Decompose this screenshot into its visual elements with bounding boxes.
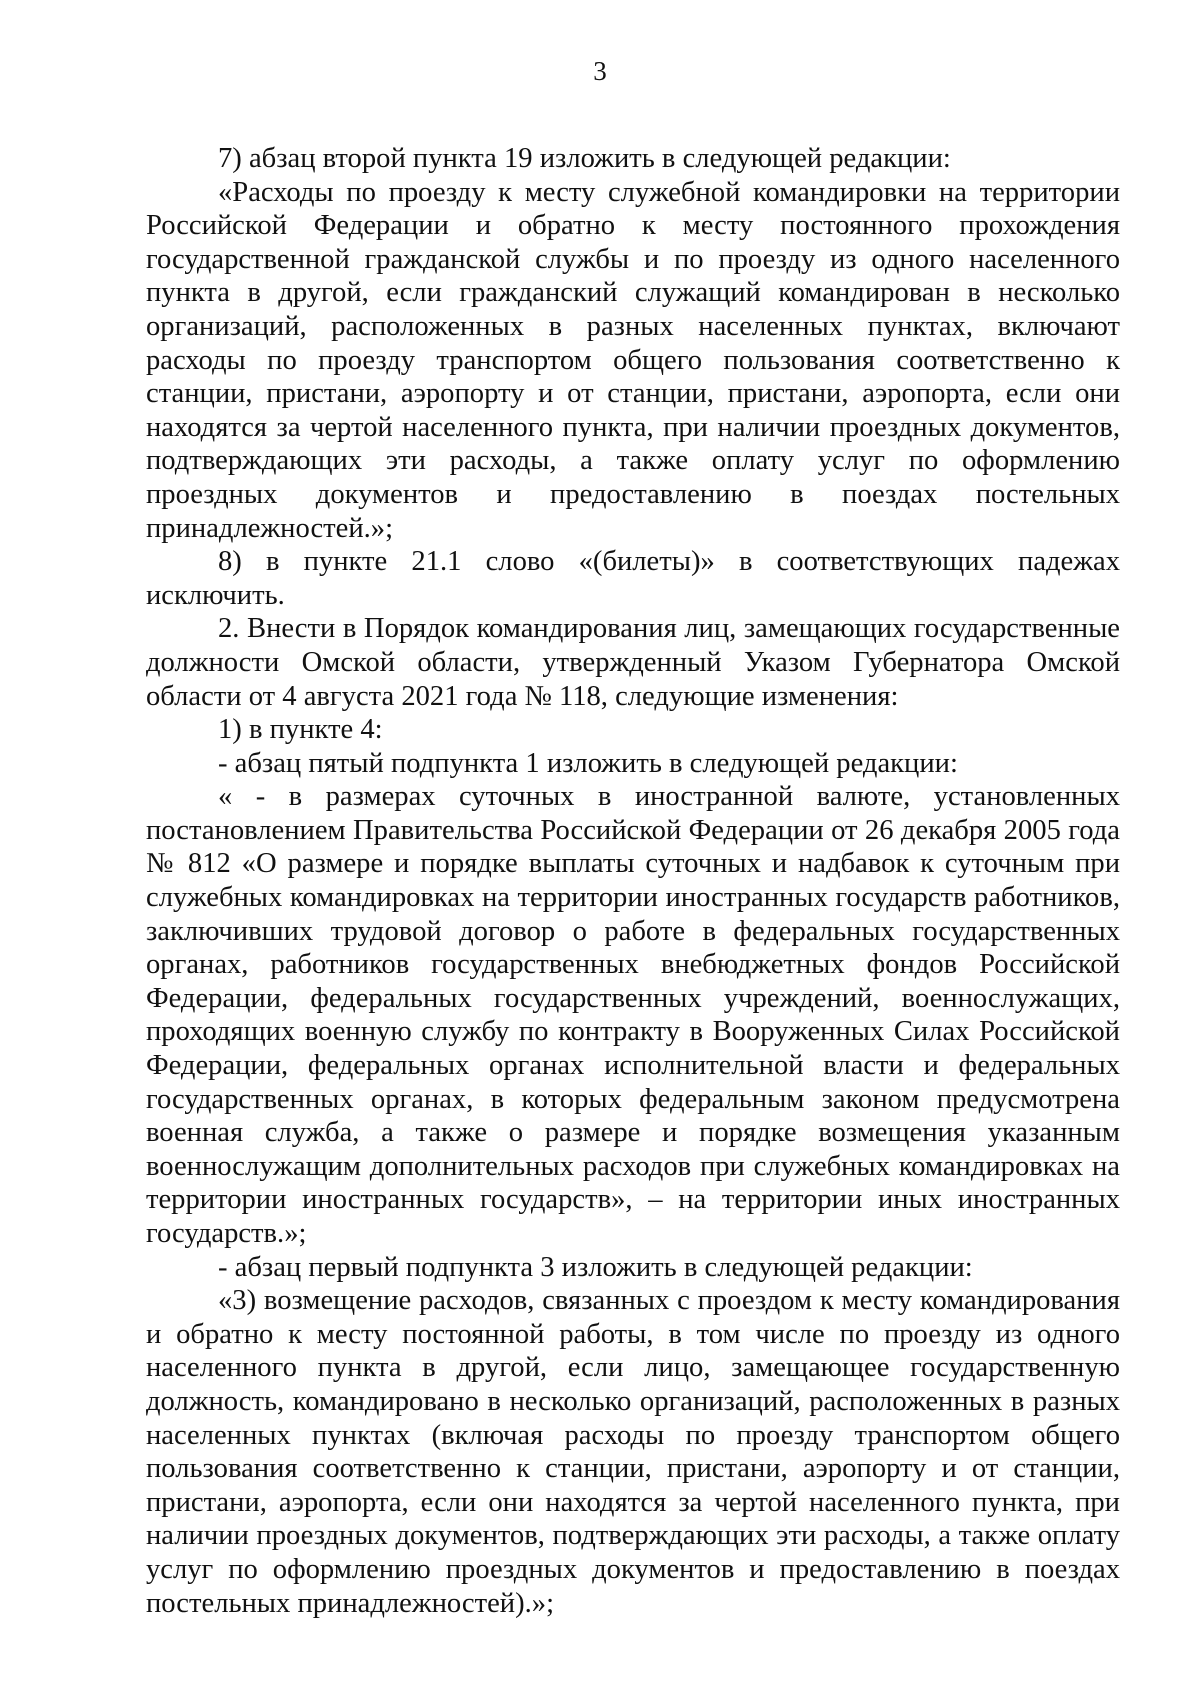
quoted-paragraph-travel-expenses: «Расходы по проезду к месту служебной командировки на территории Российской Федерации и обратно к месту постоянного прохождения государственной гражданской службы и по проезду из одного населенного пункта в другой, если гражданский служащий командирован в несколько организаций, расположенных в разных населенных пунктах, включают расходы по проезду транспортом общего пользования соответственно к станции, пристани, аэропорту и от станции, пристани, аэропорта, если они находятся за чертой населенного пункта, при наличии проездных документов, подтверждающих эти расходы, а также оплату услуг по оформлению проездных документов и предоставлению в поездах постельных принадлежностей.»; — [146, 176, 1120, 544]
paragraph-item-8: 8) в пункте 21.1 слово «(билеты)» в соответствующих падежах исключить. — [146, 546, 1120, 611]
document-body — [146, 142, 1120, 1620]
paragraph-abzac-first: - абзац первый подпункта 3 изложить в следующей редакции: — [218, 1251, 973, 1283]
paragraph-abzac-fifth: - абзац пятый подпункта 1 изложить в следующей редакции: — [218, 747, 958, 779]
quoted-paragraph-reimbursement: «3) возмещение расходов, связанных с проездом к месту командирования и обратно к месту постоянной работы, в том числе по проезду из одного населенного пункта в другой, если лицо, замещающее государственную должность, командировано в несколько организаций, расположенных в разных населенных пунктах (включая расходы по проезду транспортом общего пользования соответственно к станции, пристани, аэропорту и от станции, пристани, аэропорта, если они находятся за чертой населенного пункта, при наличии проездных документов, подтверждающих эти расходы, а также оплату услуг по оформлению проездных документов и предоставлению в поездах постельных принадлежностей).»; — [146, 1285, 1120, 1619]
paragraph-item-7: 7) абзац второй пункта 19 изложить в следующей редакции: — [218, 143, 951, 174]
paragraph-section-2: 2. Внести в Порядок командирования лиц, замещающих государственные должности Омской области, утвержденный Указом Губернатора Омской области от 4 августа 2021 года № 118, следующие изменения: — [146, 613, 1120, 712]
paragraph-subitem-1: 1) в пункте 4: — [218, 714, 383, 746]
page-number: 3 — [593, 56, 607, 86]
quoted-paragraph-per-diem: « - в размерах суточных в иностранной валюте, установленных постановлением Правительства Российской Федерации от 26 декабря 2005 года № 812 «О размере и порядке выплаты суточных и надбавок к суточным при служебных командировках на территории иностранных государств работников, заключивших трудовой договор о работе в федеральных государственных органах, работников государственных внебюджетных фондов Российской Федерации, федеральных государственных учреждений, военнослужащих, проходящих военную службу по контракту в Вооруженных Силах Российской Федерации, федеральных органах исполнительной власти и федеральных государственных органах, в которых федеральным законом предусмотрена военная служба, а также о размере и порядке возмещения указанным военнослужащим дополнительных расходов при служебных командировках на территории иностранных государств», – на территории иных иностранных государств.»; — [146, 781, 1120, 1249]
